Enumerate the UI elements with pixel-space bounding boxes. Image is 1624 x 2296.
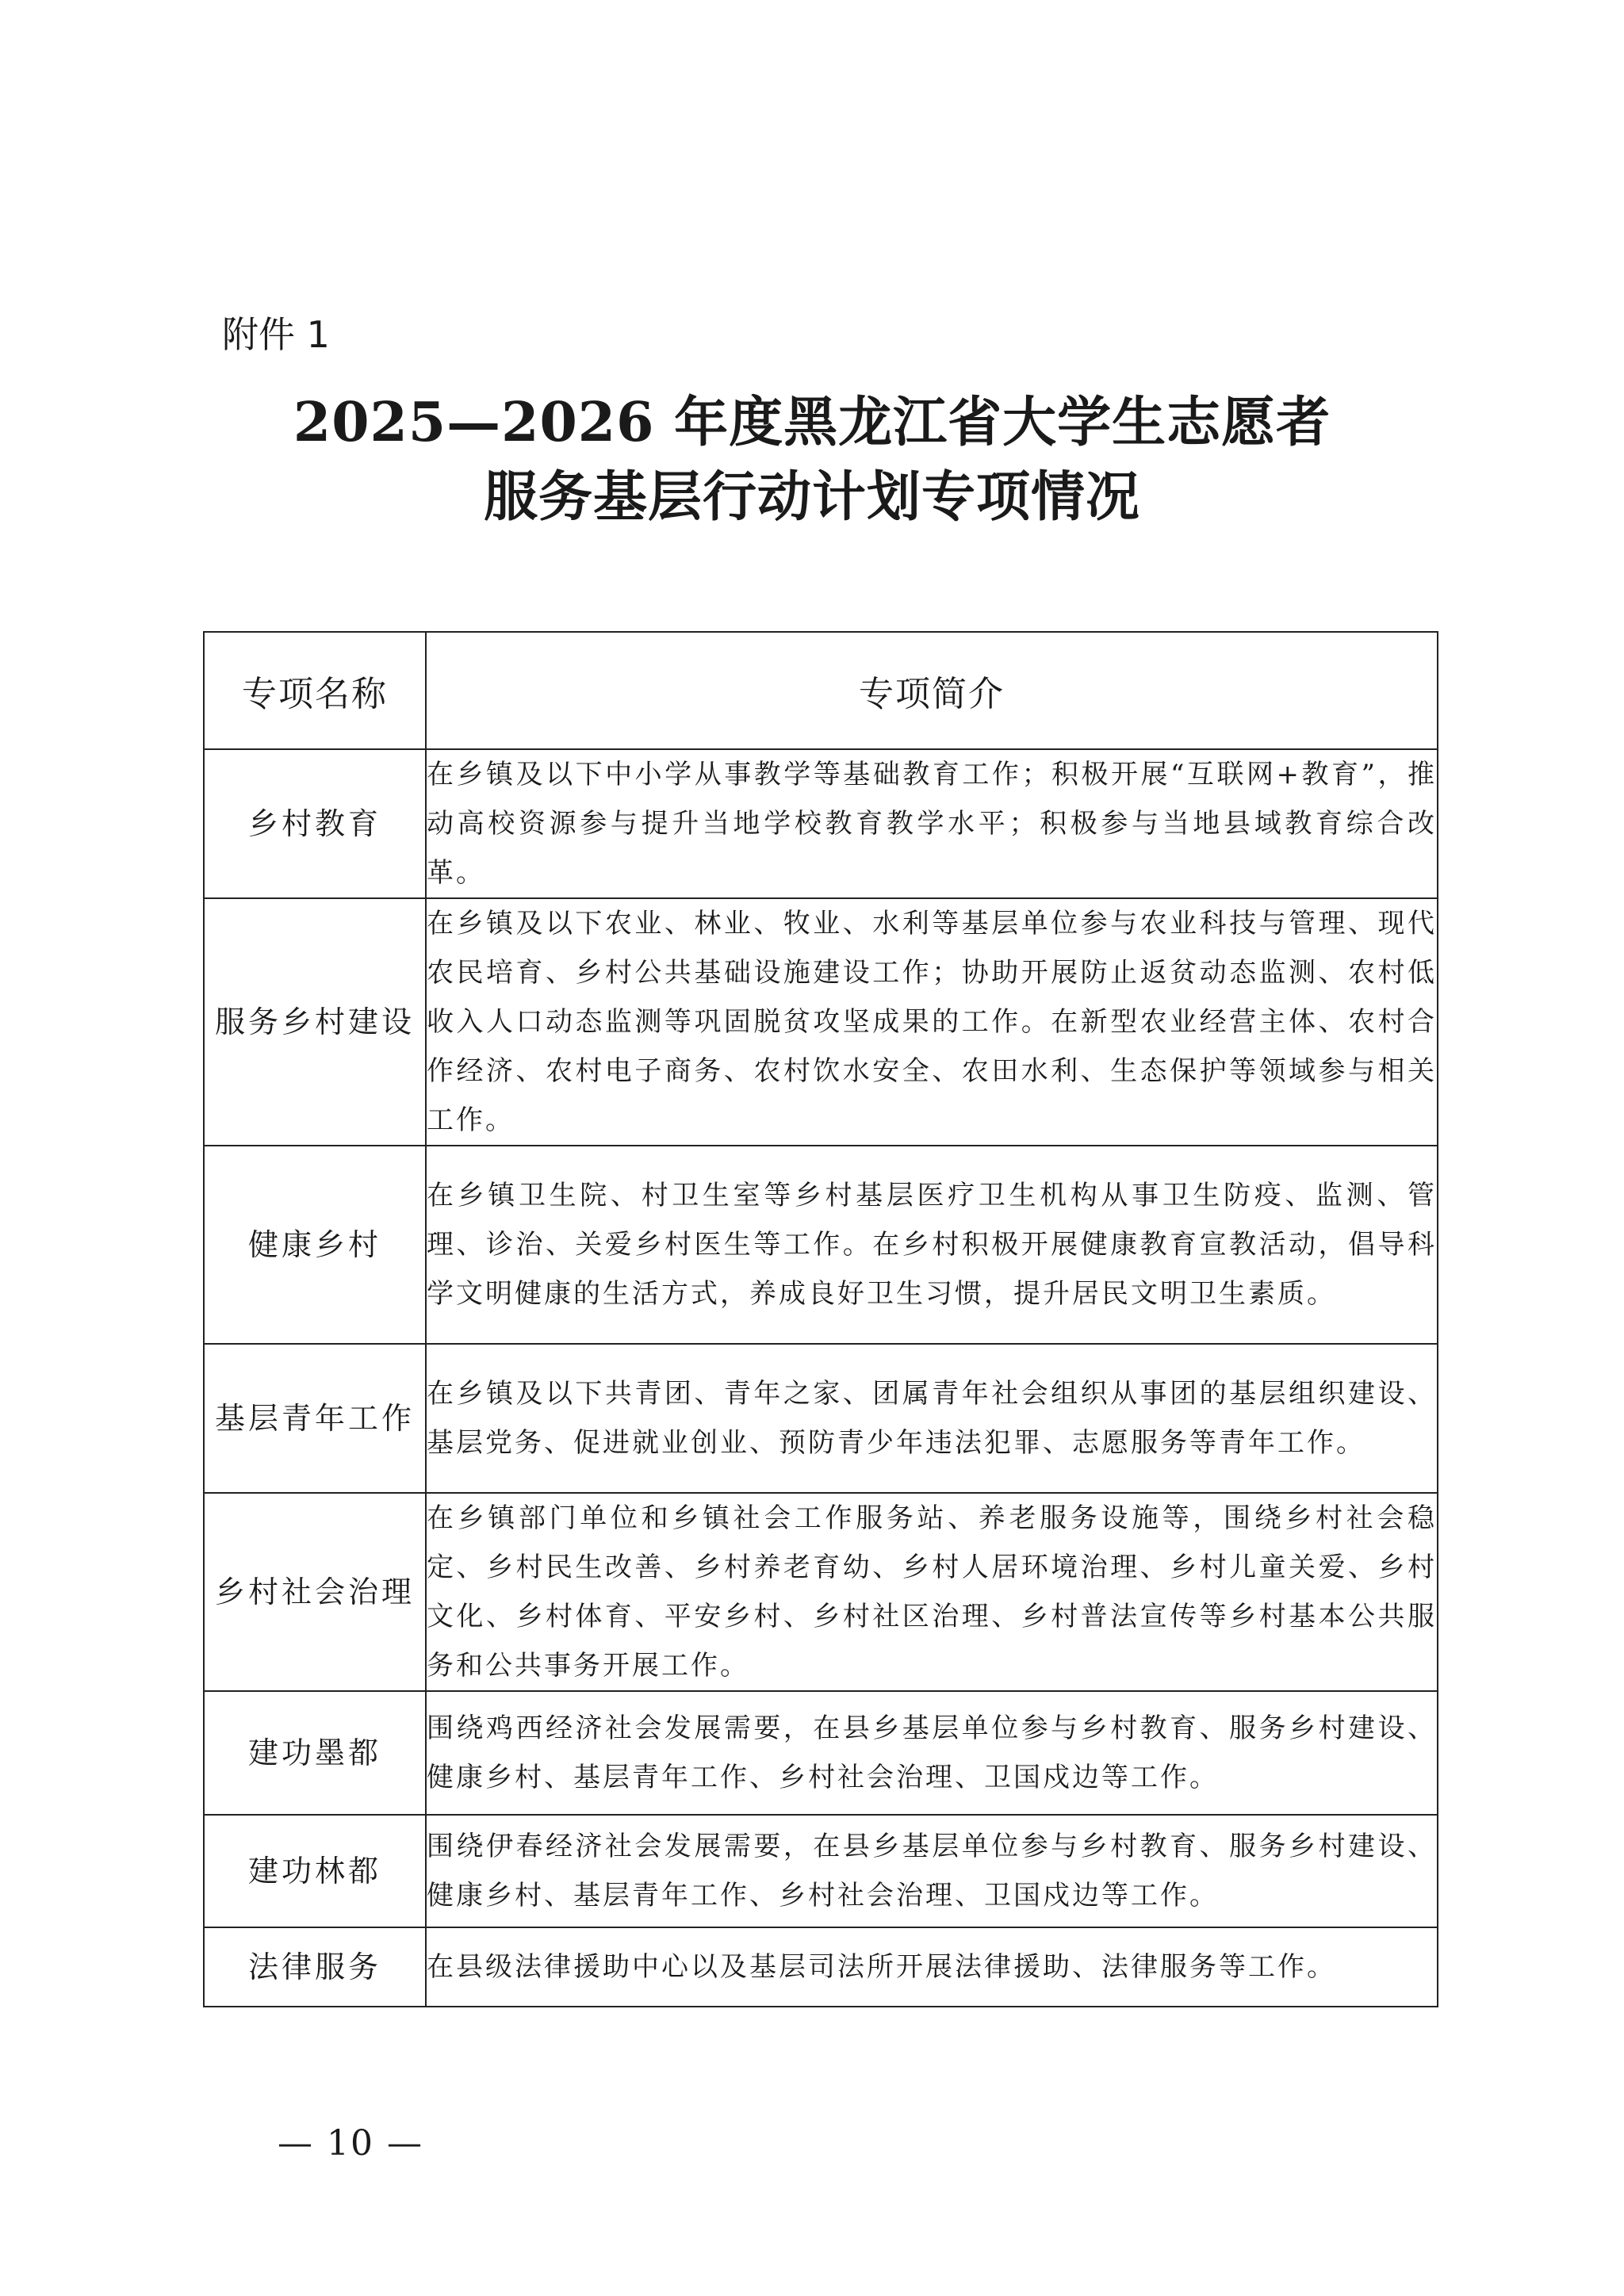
table-header-row [204, 632, 1438, 749]
table-row [204, 1815, 1438, 1927]
project-description: 在乡镇部门单位和乡镇社会工作服务站、养老服务设施等，围绕乡村社会稳定、乡村民生改善、乡村养老育幼、乡村人居环境治理、乡村儿童关爱、乡村文化、乡村体育、平安乡村、乡村社区治理、乡村普法宣传等乡村基本公共服务和公共事务开展工作。 [426, 1493, 1438, 1691]
header-project-description: 专项简介 [426, 632, 1438, 749]
table-row [204, 1927, 1438, 2007]
project-name: 健康乡村 [204, 1146, 426, 1344]
project-description: 在县级法律援助中心以及基层司法所开展法律援助、法律服务等工作。 [426, 1927, 1438, 2007]
table-row [204, 1146, 1438, 1344]
projects-table [203, 631, 1438, 2007]
table-row [204, 1344, 1438, 1493]
page-number: — 10 — [278, 2123, 423, 2164]
table-row [204, 1493, 1438, 1691]
project-description: 在乡镇及以下中小学从事教学等基础教育工作；积极开展“互联网+教育”，推动高校资源参与提升当地学校教育教学水平；积极参与当地县域教育综合改革。 [426, 749, 1438, 898]
table-row [204, 898, 1438, 1146]
table-row [204, 1691, 1438, 1815]
header-project-name: 专项名称 [204, 632, 426, 749]
project-description: 围绕鸡西经济社会发展需要，在县乡基层单位参与乡村教育、服务乡村建设、健康乡村、基层青年工作、乡村社会治理、卫国戍边等工作。 [426, 1691, 1438, 1815]
project-name: 建功林都 [204, 1815, 426, 1927]
project-description: 在乡镇及以下共青团、青年之家、团属青年社会组织从事团的基层组织建设、基层党务、促进就业创业、预防青少年违法犯罪、志愿服务等青年工作。 [426, 1344, 1438, 1493]
project-name: 建功墨都 [204, 1691, 426, 1815]
project-description: 在乡镇及以下农业、林业、牧业、水利等基层单位参与农业科技与管理、现代农民培育、乡村公共基础设施建设工作；协助开展防止返贫动态监测、农村低收入人口动态监测等巩固脱贫攻坚成果的工作。在新型农业经营主体、农村合作经济、农村电子商务、农村饮水安全、农田水利、生态保护等领域参与相关工作。 [426, 898, 1438, 1146]
project-description: 围绕伊春经济社会发展需要，在县乡基层单位参与乡村教育、服务乡村建设、健康乡村、基层青年工作、乡村社会治理、卫国戍边等工作。 [426, 1815, 1438, 1927]
project-name: 乡村社会治理 [204, 1493, 426, 1691]
document-title-line1: 2025—2026 年度黑龙江省大学生志愿者 [293, 391, 1331, 454]
attachment-label: 附件 1 [222, 313, 330, 356]
project-description: 在乡镇卫生院、村卫生室等乡村基层医疗卫生机构从事卫生防疫、监测、管理、诊治、关爱乡村医生等工作。在乡村积极开展健康教育宣教活动，倡导科学文明健康的生活方式，养成良好卫生习惯，提升居民文明卫生素质。 [426, 1146, 1438, 1344]
project-name: 服务乡村建设 [204, 898, 426, 1146]
project-name: 基层青年工作 [204, 1344, 426, 1493]
document-title-line2: 服务基层行动计划专项情况 [483, 465, 1140, 529]
project-name: 法律服务 [204, 1927, 426, 2007]
table-row [204, 749, 1438, 898]
project-name: 乡村教育 [204, 749, 426, 898]
